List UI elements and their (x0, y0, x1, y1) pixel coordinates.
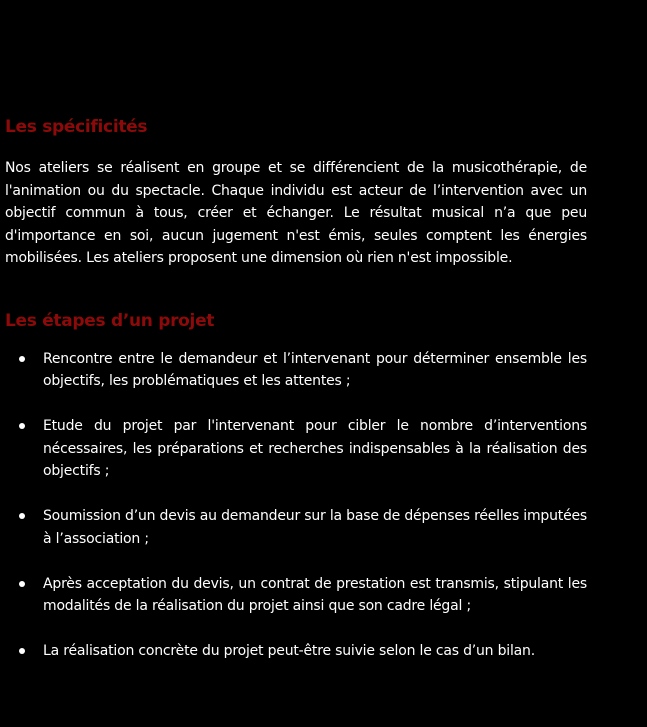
page-content (5, 114, 587, 685)
step-text: La réalisation concrète du projet peut-être suivie selon le cas d’un bilan. (43, 643, 535, 659)
bullet-icon (19, 356, 25, 362)
list-item (5, 505, 587, 550)
bullet-icon (19, 648, 25, 654)
step-text: Soumission d’un devis au demandeur sur la base de dépenses réelles imputées à l’association ; (43, 508, 587, 547)
step-text: Après acceptation du devis, un contrat de prestation est transmis, stipulant les modalités de la réalisation du projet ainsi que son cadre légal ; (43, 575, 587, 614)
list-item (5, 415, 587, 483)
step-text: Rencontre entre le demandeur et l’intervenant pour déterminer ensemble les objectifs, les problématiques et les attentes ; (43, 350, 587, 389)
bullet-icon (19, 581, 25, 587)
section-heading-etapes: Les étapes d’un projet (5, 310, 215, 331)
bullet-icon (19, 423, 25, 429)
steps-list (5, 348, 587, 663)
list-item (5, 573, 587, 618)
section-heading-specificites: Les spécificités (5, 117, 148, 137)
bullet-icon (19, 513, 25, 519)
specificites-paragraph: Nos ateliers se réalisent en groupe et se différencient de la musicothérapie, de l'animation ou du spectacle. Chaque individu est acteur de l’intervention avec un objectif commun à tous, créer et échanger. Le résultat musical n’a que peu d'importance en soi, aucun jugement n'est émis, seules comptent les énergies mobilisées. Les ateliers proposent une dimension où rien n'est impossible. (5, 160, 587, 266)
step-text: Etude du projet par l'intervenant pour cibler le nombre d’interventions nécessaires, les préparations et recherches indispensables à la réalisation des objectifs ; (43, 418, 587, 479)
list-item (5, 348, 587, 393)
list-item (5, 640, 587, 663)
section-etapes (5, 308, 587, 663)
section-specificites (5, 114, 587, 270)
